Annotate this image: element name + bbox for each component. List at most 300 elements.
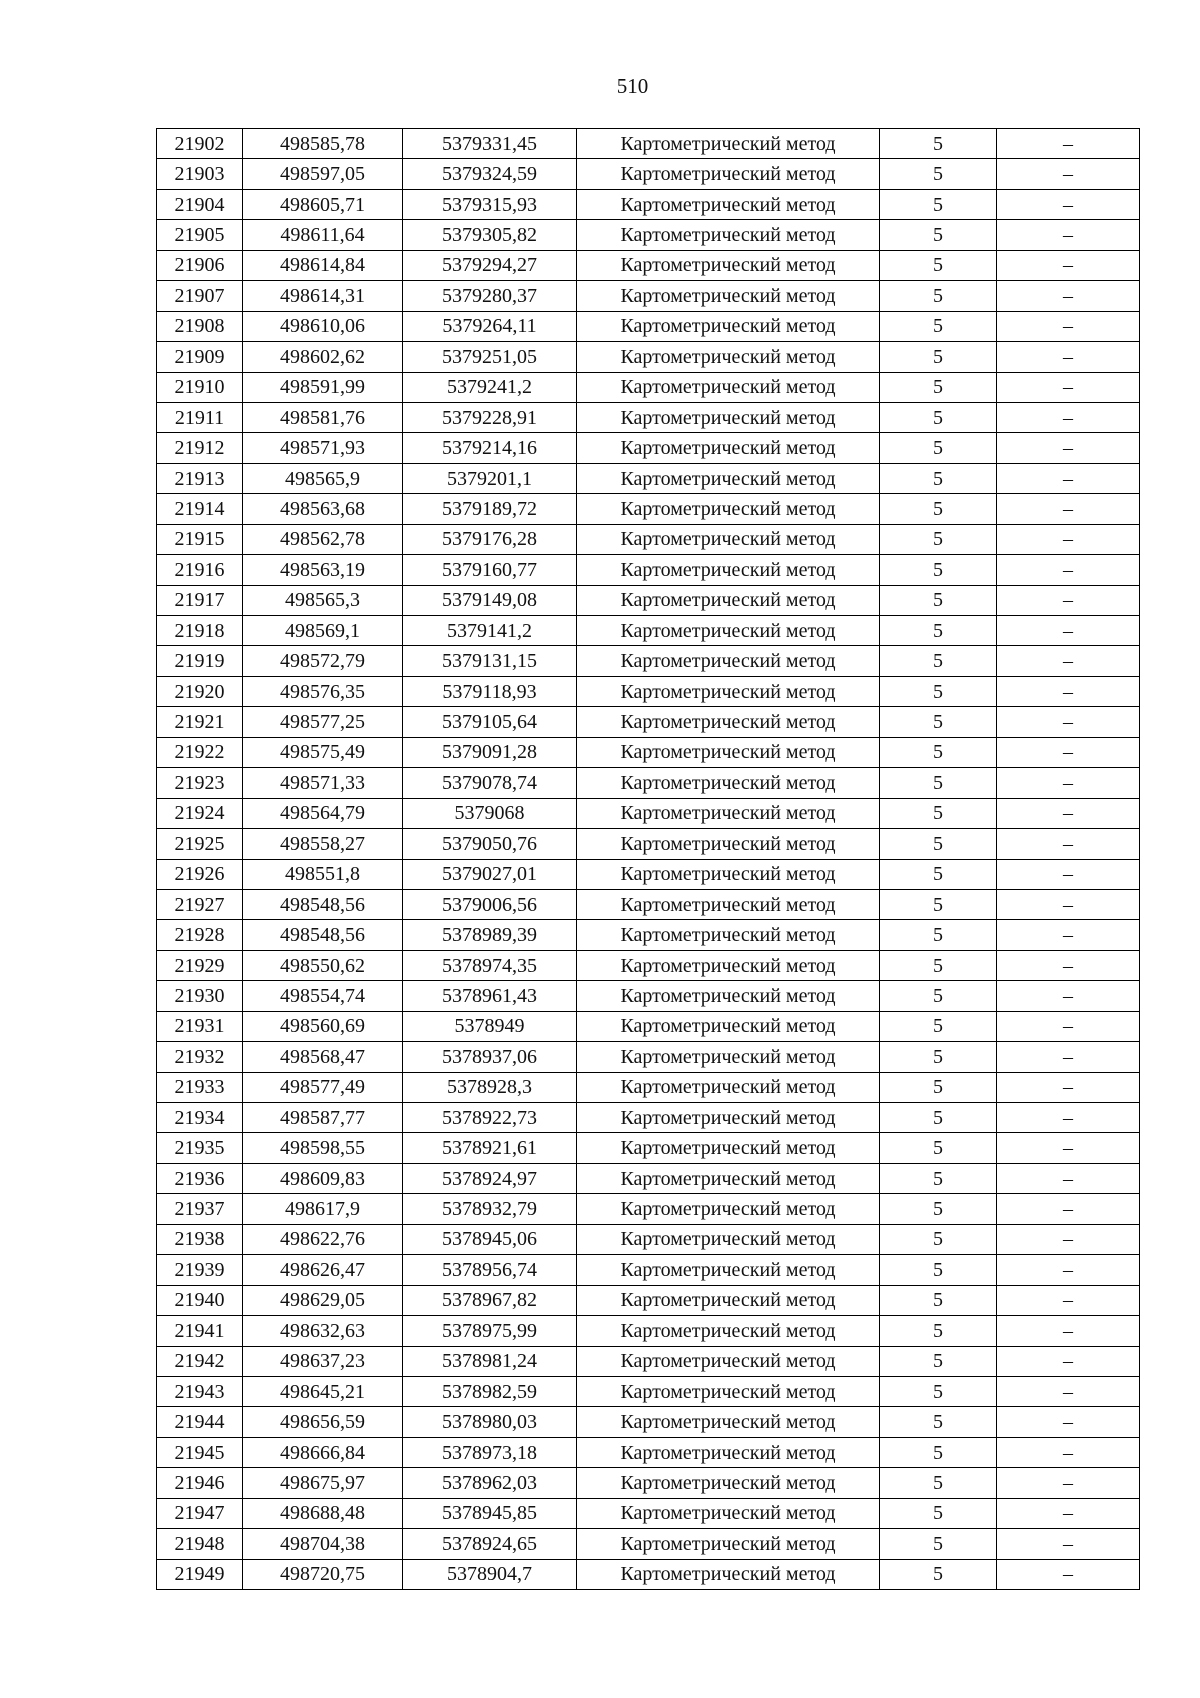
method-cell: Картометрический метод	[577, 798, 880, 828]
x-coordinate-cell: 498675,97	[243, 1468, 403, 1498]
y-coordinate-cell: 5378974,35	[403, 950, 577, 980]
note-cell: –	[997, 1498, 1140, 1528]
note-cell: –	[997, 1285, 1140, 1315]
accuracy-cell: 5	[880, 159, 997, 189]
accuracy-cell: 5	[880, 859, 997, 889]
point-number-cell: 21907	[157, 281, 243, 311]
note-cell: –	[997, 311, 1140, 341]
y-coordinate-cell: 5378932,79	[403, 1194, 577, 1224]
point-number-cell: 21946	[157, 1468, 243, 1498]
y-coordinate-cell: 5379228,91	[403, 402, 577, 432]
note-cell: –	[997, 220, 1140, 250]
y-coordinate-cell: 5379294,27	[403, 250, 577, 280]
method-cell: Картометрический метод	[577, 1042, 880, 1072]
point-number-cell: 21919	[157, 646, 243, 676]
x-coordinate-cell: 498632,63	[243, 1316, 403, 1346]
accuracy-cell: 5	[880, 1376, 997, 1406]
table-row	[157, 1437, 1140, 1467]
y-coordinate-cell: 5379105,64	[403, 707, 577, 737]
point-number-cell: 21945	[157, 1437, 243, 1467]
table-row	[157, 1559, 1140, 1589]
note-cell: –	[997, 798, 1140, 828]
note-cell: –	[997, 189, 1140, 219]
accuracy-cell: 5	[880, 676, 997, 706]
y-coordinate-cell: 5379280,37	[403, 281, 577, 311]
point-number-cell: 21932	[157, 1042, 243, 1072]
note-cell: –	[997, 1255, 1140, 1285]
note-cell: –	[997, 342, 1140, 372]
point-number-cell: 21949	[157, 1559, 243, 1589]
point-number-cell: 21933	[157, 1072, 243, 1102]
accuracy-cell: 5	[880, 1224, 997, 1254]
x-coordinate-cell: 498610,06	[243, 311, 403, 341]
coordinates-table	[156, 128, 1140, 1590]
method-cell: Картометрический метод	[577, 402, 880, 432]
method-cell: Картометрический метод	[577, 1529, 880, 1559]
y-coordinate-cell: 5378937,06	[403, 1042, 577, 1072]
y-coordinate-cell: 5379091,28	[403, 737, 577, 767]
point-number-cell: 21941	[157, 1316, 243, 1346]
table-row	[157, 1346, 1140, 1376]
x-coordinate-cell: 498576,35	[243, 676, 403, 706]
method-cell: Картометрический метод	[577, 1224, 880, 1254]
point-number-cell: 21912	[157, 433, 243, 463]
accuracy-cell: 5	[880, 737, 997, 767]
x-coordinate-cell: 498554,74	[243, 981, 403, 1011]
table-row	[157, 1529, 1140, 1559]
y-coordinate-cell: 5379315,93	[403, 189, 577, 219]
note-cell: –	[997, 250, 1140, 280]
method-cell: Картометрический метод	[577, 159, 880, 189]
y-coordinate-cell: 5378973,18	[403, 1437, 577, 1467]
y-coordinate-cell: 5378928,3	[403, 1072, 577, 1102]
point-number-cell: 21937	[157, 1194, 243, 1224]
accuracy-cell: 5	[880, 372, 997, 402]
y-coordinate-cell: 5379068	[403, 798, 577, 828]
x-coordinate-cell: 498720,75	[243, 1559, 403, 1589]
y-coordinate-cell: 5378921,61	[403, 1133, 577, 1163]
method-cell: Картометрический метод	[577, 1011, 880, 1041]
method-cell: Картометрический метод	[577, 829, 880, 859]
x-coordinate-cell: 498617,9	[243, 1194, 403, 1224]
note-cell: –	[997, 737, 1140, 767]
method-cell: Картометрический метод	[577, 1316, 880, 1346]
point-number-cell: 21906	[157, 250, 243, 280]
y-coordinate-cell: 5379160,77	[403, 555, 577, 585]
note-cell: –	[997, 950, 1140, 980]
method-cell: Картометрический метод	[577, 1103, 880, 1133]
table-row	[157, 829, 1140, 859]
point-number-cell: 21925	[157, 829, 243, 859]
note-cell: –	[997, 1072, 1140, 1102]
accuracy-cell: 5	[880, 220, 997, 250]
x-coordinate-cell: 498629,05	[243, 1285, 403, 1315]
table-row	[157, 1072, 1140, 1102]
method-cell: Картометрический метод	[577, 342, 880, 372]
note-cell: –	[997, 920, 1140, 950]
method-cell: Картометрический метод	[577, 433, 880, 463]
y-coordinate-cell: 5378982,59	[403, 1376, 577, 1406]
table-row	[157, 646, 1140, 676]
y-coordinate-cell: 5379078,74	[403, 768, 577, 798]
table-row	[157, 616, 1140, 646]
table-row	[157, 1042, 1140, 1072]
accuracy-cell: 5	[880, 463, 997, 493]
x-coordinate-cell: 498551,8	[243, 859, 403, 889]
y-coordinate-cell: 5379050,76	[403, 829, 577, 859]
x-coordinate-cell: 498548,56	[243, 889, 403, 919]
y-coordinate-cell: 5378904,7	[403, 1559, 577, 1589]
note-cell: –	[997, 433, 1140, 463]
note-cell: –	[997, 859, 1140, 889]
x-coordinate-cell: 498626,47	[243, 1255, 403, 1285]
note-cell: –	[997, 463, 1140, 493]
note-cell: –	[997, 1194, 1140, 1224]
method-cell: Картометрический метод	[577, 768, 880, 798]
point-number-cell: 21917	[157, 585, 243, 615]
note-cell: –	[997, 1468, 1140, 1498]
x-coordinate-cell: 498548,56	[243, 920, 403, 950]
y-coordinate-cell: 5379201,1	[403, 463, 577, 493]
x-coordinate-cell: 498569,1	[243, 616, 403, 646]
method-cell: Картометрический метод	[577, 616, 880, 646]
method-cell: Картометрический метод	[577, 372, 880, 402]
note-cell: –	[997, 159, 1140, 189]
accuracy-cell: 5	[880, 1163, 997, 1193]
accuracy-cell: 5	[880, 342, 997, 372]
y-coordinate-cell: 5379141,2	[403, 616, 577, 646]
y-coordinate-cell: 5379241,2	[403, 372, 577, 402]
point-number-cell: 21938	[157, 1224, 243, 1254]
method-cell: Картометрический метод	[577, 1407, 880, 1437]
x-coordinate-cell: 498688,48	[243, 1498, 403, 1528]
accuracy-cell: 5	[880, 646, 997, 676]
note-cell: –	[997, 1407, 1140, 1437]
point-number-cell: 21916	[157, 555, 243, 585]
point-number-cell: 21929	[157, 950, 243, 980]
method-cell: Картометрический метод	[577, 524, 880, 554]
y-coordinate-cell: 5379189,72	[403, 494, 577, 524]
table-row	[157, 1255, 1140, 1285]
table-row	[157, 250, 1140, 280]
table-row	[157, 707, 1140, 737]
x-coordinate-cell: 498564,79	[243, 798, 403, 828]
table-row	[157, 1194, 1140, 1224]
table-row	[157, 737, 1140, 767]
accuracy-cell: 5	[880, 402, 997, 432]
note-cell: –	[997, 889, 1140, 919]
y-coordinate-cell: 5379006,56	[403, 889, 577, 919]
table-row	[157, 1133, 1140, 1163]
accuracy-cell: 5	[880, 281, 997, 311]
table-row	[157, 1407, 1140, 1437]
accuracy-cell: 5	[880, 1407, 997, 1437]
table-row	[157, 372, 1140, 402]
y-coordinate-cell: 5378945,06	[403, 1224, 577, 1254]
method-cell: Картометрический метод	[577, 585, 880, 615]
y-coordinate-cell: 5378962,03	[403, 1468, 577, 1498]
point-number-cell: 21943	[157, 1376, 243, 1406]
point-number-cell: 21914	[157, 494, 243, 524]
method-cell: Картометрический метод	[577, 1194, 880, 1224]
table-row	[157, 859, 1140, 889]
note-cell: –	[997, 1437, 1140, 1467]
method-cell: Картометрический метод	[577, 950, 880, 980]
table-row	[157, 768, 1140, 798]
note-cell: –	[997, 494, 1140, 524]
note-cell: –	[997, 981, 1140, 1011]
accuracy-cell: 5	[880, 768, 997, 798]
note-cell: –	[997, 1316, 1140, 1346]
method-cell: Картометрический метод	[577, 859, 880, 889]
accuracy-cell: 5	[880, 585, 997, 615]
point-number-cell: 21918	[157, 616, 243, 646]
x-coordinate-cell: 498565,9	[243, 463, 403, 493]
accuracy-cell: 5	[880, 1194, 997, 1224]
y-coordinate-cell: 5378989,39	[403, 920, 577, 950]
method-cell: Картометрический метод	[577, 129, 880, 159]
x-coordinate-cell: 498565,3	[243, 585, 403, 615]
point-number-cell: 21927	[157, 889, 243, 919]
method-cell: Картометрический метод	[577, 1285, 880, 1315]
y-coordinate-cell: 5379131,15	[403, 646, 577, 676]
accuracy-cell: 5	[880, 494, 997, 524]
method-cell: Картометрический метод	[577, 463, 880, 493]
accuracy-cell: 5	[880, 1133, 997, 1163]
page-number: 510	[616, 74, 649, 98]
method-cell: Картометрический метод	[577, 555, 880, 585]
point-number-cell: 21940	[157, 1285, 243, 1315]
note-cell: –	[997, 616, 1140, 646]
point-number-cell: 21924	[157, 798, 243, 828]
method-cell: Картометрический метод	[577, 1133, 880, 1163]
note-cell: –	[997, 676, 1140, 706]
method-cell: Картометрический метод	[577, 220, 880, 250]
method-cell: Картометрический метод	[577, 1163, 880, 1193]
y-coordinate-cell: 5379331,45	[403, 129, 577, 159]
x-coordinate-cell: 498605,71	[243, 189, 403, 219]
note-cell: –	[997, 585, 1140, 615]
accuracy-cell: 5	[880, 1072, 997, 1102]
note-cell: –	[997, 1163, 1140, 1193]
table-row	[157, 311, 1140, 341]
y-coordinate-cell: 5378949	[403, 1011, 577, 1041]
x-coordinate-cell: 498577,25	[243, 707, 403, 737]
point-number-cell: 21913	[157, 463, 243, 493]
point-number-cell: 21942	[157, 1346, 243, 1376]
y-coordinate-cell: 5378967,82	[403, 1285, 577, 1315]
note-cell: –	[997, 1011, 1140, 1041]
accuracy-cell: 5	[880, 981, 997, 1011]
note-cell: –	[997, 707, 1140, 737]
method-cell: Картометрический метод	[577, 494, 880, 524]
x-coordinate-cell: 498666,84	[243, 1437, 403, 1467]
y-coordinate-cell: 5379149,08	[403, 585, 577, 615]
point-number-cell: 21930	[157, 981, 243, 1011]
method-cell: Картометрический метод	[577, 646, 880, 676]
x-coordinate-cell: 498562,78	[243, 524, 403, 554]
x-coordinate-cell: 498550,62	[243, 950, 403, 980]
accuracy-cell: 5	[880, 1437, 997, 1467]
x-coordinate-cell: 498577,49	[243, 1072, 403, 1102]
table-row	[157, 950, 1140, 980]
table-row	[157, 159, 1140, 189]
table-row	[157, 555, 1140, 585]
x-coordinate-cell: 498560,69	[243, 1011, 403, 1041]
accuracy-cell: 5	[880, 433, 997, 463]
note-cell: –	[997, 646, 1140, 676]
table-row	[157, 402, 1140, 432]
table-row	[157, 129, 1140, 159]
point-number-cell: 21948	[157, 1529, 243, 1559]
y-coordinate-cell: 5378945,85	[403, 1498, 577, 1528]
method-cell: Картометрический метод	[577, 250, 880, 280]
x-coordinate-cell: 498622,76	[243, 1224, 403, 1254]
method-cell: Картометрический метод	[577, 281, 880, 311]
accuracy-cell: 5	[880, 311, 997, 341]
y-coordinate-cell: 5378922,73	[403, 1103, 577, 1133]
y-coordinate-cell: 5379214,16	[403, 433, 577, 463]
note-cell: –	[997, 555, 1140, 585]
x-coordinate-cell: 498598,55	[243, 1133, 403, 1163]
accuracy-cell: 5	[880, 1559, 997, 1589]
y-coordinate-cell: 5379324,59	[403, 159, 577, 189]
method-cell: Картометрический метод	[577, 1255, 880, 1285]
table-row	[157, 585, 1140, 615]
accuracy-cell: 5	[880, 889, 997, 919]
x-coordinate-cell: 498581,76	[243, 402, 403, 432]
x-coordinate-cell: 498645,21	[243, 1376, 403, 1406]
y-coordinate-cell: 5379176,28	[403, 524, 577, 554]
x-coordinate-cell: 498563,19	[243, 555, 403, 585]
accuracy-cell: 5	[880, 524, 997, 554]
y-coordinate-cell: 5378980,03	[403, 1407, 577, 1437]
accuracy-cell: 5	[880, 1103, 997, 1133]
note-cell: –	[997, 829, 1140, 859]
accuracy-cell: 5	[880, 1285, 997, 1315]
table-row	[157, 463, 1140, 493]
method-cell: Картометрический метод	[577, 1559, 880, 1589]
table-row	[157, 1285, 1140, 1315]
x-coordinate-cell: 498597,05	[243, 159, 403, 189]
table-row	[157, 981, 1140, 1011]
table-row	[157, 281, 1140, 311]
accuracy-cell: 5	[880, 1529, 997, 1559]
table-body	[157, 129, 1140, 1590]
table-row	[157, 1498, 1140, 1528]
point-number-cell: 21915	[157, 524, 243, 554]
x-coordinate-cell: 498602,62	[243, 342, 403, 372]
point-number-cell: 21920	[157, 676, 243, 706]
accuracy-cell: 5	[880, 1498, 997, 1528]
accuracy-cell: 5	[880, 1255, 997, 1285]
accuracy-cell: 5	[880, 616, 997, 646]
method-cell: Картометрический метод	[577, 707, 880, 737]
note-cell: –	[997, 1346, 1140, 1376]
note-cell: –	[997, 1133, 1140, 1163]
y-coordinate-cell: 5378924,65	[403, 1529, 577, 1559]
note-cell: –	[997, 1559, 1140, 1589]
point-number-cell: 21936	[157, 1163, 243, 1193]
table-row	[157, 1468, 1140, 1498]
y-coordinate-cell: 5378961,43	[403, 981, 577, 1011]
method-cell: Картометрический метод	[577, 676, 880, 706]
method-cell: Картометрический метод	[577, 1346, 880, 1376]
x-coordinate-cell: 498704,38	[243, 1529, 403, 1559]
note-cell: –	[997, 1103, 1140, 1133]
x-coordinate-cell: 498571,93	[243, 433, 403, 463]
table-row	[157, 433, 1140, 463]
method-cell: Картометрический метод	[577, 1498, 880, 1528]
accuracy-cell: 5	[880, 555, 997, 585]
accuracy-cell: 5	[880, 1011, 997, 1041]
x-coordinate-cell: 498572,79	[243, 646, 403, 676]
point-number-cell: 21909	[157, 342, 243, 372]
y-coordinate-cell: 5378981,24	[403, 1346, 577, 1376]
x-coordinate-cell: 498591,99	[243, 372, 403, 402]
note-cell: –	[997, 402, 1140, 432]
accuracy-cell: 5	[880, 707, 997, 737]
note-cell: –	[997, 281, 1140, 311]
note-cell: –	[997, 524, 1140, 554]
point-number-cell: 21908	[157, 311, 243, 341]
note-cell: –	[997, 1042, 1140, 1072]
note-cell: –	[997, 1529, 1140, 1559]
accuracy-cell: 5	[880, 920, 997, 950]
y-coordinate-cell: 5379264,11	[403, 311, 577, 341]
table-row	[157, 1103, 1140, 1133]
table-row	[157, 1376, 1140, 1406]
x-coordinate-cell: 498614,84	[243, 250, 403, 280]
y-coordinate-cell: 5378924,97	[403, 1163, 577, 1193]
table-row	[157, 1163, 1140, 1193]
x-coordinate-cell: 498656,59	[243, 1407, 403, 1437]
note-cell: –	[997, 1224, 1140, 1254]
point-number-cell: 21944	[157, 1407, 243, 1437]
method-cell: Картометрический метод	[577, 1437, 880, 1467]
point-number-cell: 21902	[157, 129, 243, 159]
accuracy-cell: 5	[880, 1042, 997, 1072]
table-row	[157, 1224, 1140, 1254]
point-number-cell: 21921	[157, 707, 243, 737]
point-number-cell: 21922	[157, 737, 243, 767]
y-coordinate-cell: 5379118,93	[403, 676, 577, 706]
table-row	[157, 920, 1140, 950]
point-number-cell: 21926	[157, 859, 243, 889]
method-cell: Картометрический метод	[577, 889, 880, 919]
note-cell: –	[997, 1376, 1140, 1406]
accuracy-cell: 5	[880, 1346, 997, 1376]
y-coordinate-cell: 5379305,82	[403, 220, 577, 250]
method-cell: Картометрический метод	[577, 311, 880, 341]
x-coordinate-cell: 498637,23	[243, 1346, 403, 1376]
table-row	[157, 798, 1140, 828]
accuracy-cell: 5	[880, 250, 997, 280]
method-cell: Картометрический метод	[577, 981, 880, 1011]
point-number-cell: 21935	[157, 1133, 243, 1163]
accuracy-cell: 5	[880, 1316, 997, 1346]
table-row	[157, 342, 1140, 372]
method-cell: Картометрический метод	[577, 1468, 880, 1498]
table-row	[157, 889, 1140, 919]
table-row	[157, 1011, 1140, 1041]
point-number-cell: 21910	[157, 372, 243, 402]
point-number-cell: 21911	[157, 402, 243, 432]
x-coordinate-cell: 498609,83	[243, 1163, 403, 1193]
table-row	[157, 676, 1140, 706]
accuracy-cell: 5	[880, 950, 997, 980]
x-coordinate-cell: 498563,68	[243, 494, 403, 524]
